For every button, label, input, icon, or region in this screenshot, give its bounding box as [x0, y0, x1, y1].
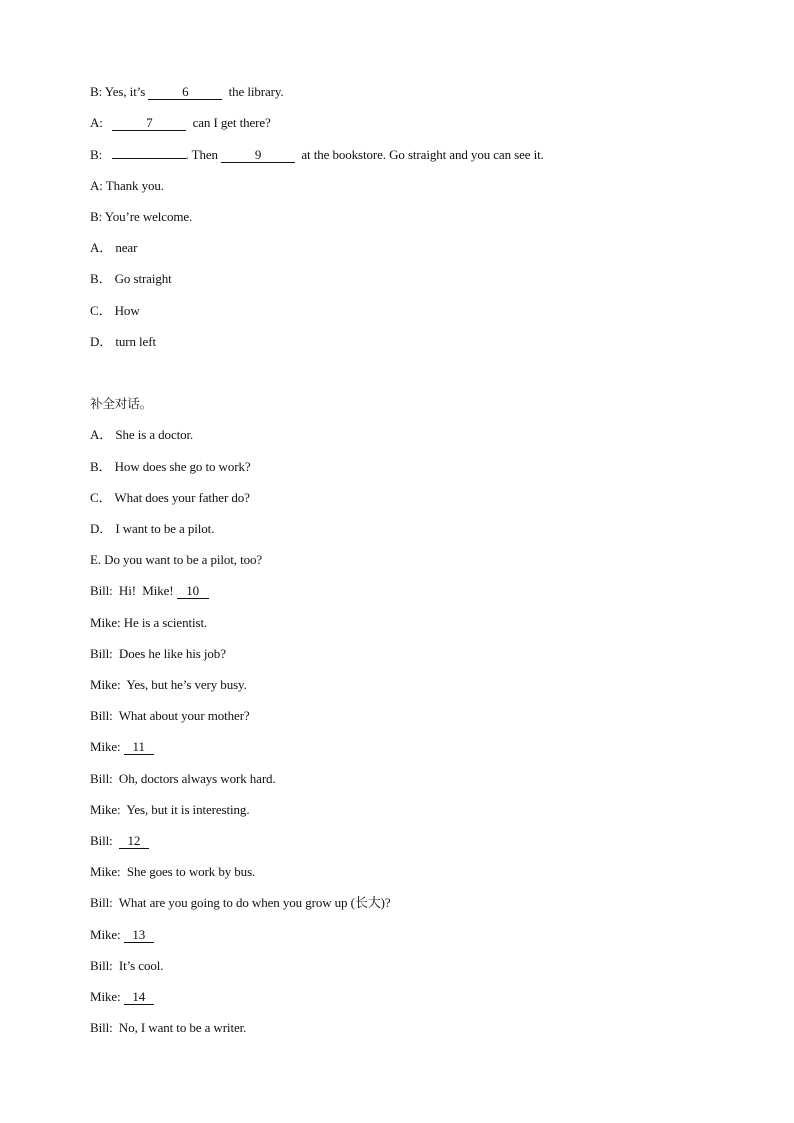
dialogue2-line-7: Bill: Oh, doctors always work hard.: [90, 771, 276, 786]
option2-d: D． I want to be a pilot.: [90, 521, 215, 536]
option-b: B． Go straight: [90, 271, 172, 286]
blank-12: 12: [119, 834, 149, 849]
dialogue2-line-11: Bill: What are you going to do when you grow up (长大)?: [90, 895, 391, 910]
blank-11: 11: [124, 740, 154, 755]
option-c: C． How: [90, 303, 140, 318]
blank-7: 7: [112, 116, 186, 131]
dialogue2-line-13: Bill: It’s cool.: [90, 958, 164, 973]
dialogue2-line-15: Bill: No, I want to be a writer.: [90, 1020, 247, 1035]
speaker: A:: [90, 178, 103, 193]
dialogue2-line-3: Bill: Does he like his job?: [90, 646, 226, 661]
dialogue2-line-1: Bill: Hi! Mike! 10: [90, 583, 209, 599]
dialogue2-line-8: Mike: Yes, but it is interesting.: [90, 802, 250, 817]
section-title: 补全对话。: [90, 396, 153, 411]
speaker: B:: [90, 209, 103, 224]
dialogue1-line-5: B: You’re welcome.: [90, 209, 193, 224]
dialogue2-line-10: Mike: She goes to work by bus.: [90, 864, 256, 879]
dialogue1-line-2: A: 7 can I get there?: [90, 115, 271, 130]
blank-9: 9: [221, 148, 295, 163]
blank-8: [112, 158, 186, 159]
dialogue1-line-3: B: . Then 9 at the bookstore. Go straight and you can see it.: [90, 147, 544, 162]
blank-14: 14: [124, 990, 154, 1005]
option2-b: B． How does she go to work?: [90, 459, 251, 474]
speaker: A:: [90, 115, 103, 130]
dialogue2-line-2: Mike: He is a scientist.: [90, 615, 208, 630]
blank-13: 13: [124, 928, 154, 943]
dialogue2-line-4: Mike: Yes, but he’s very busy.: [90, 677, 247, 692]
dialogue1-line-4: A: Thank you.: [90, 178, 164, 193]
option2-c: C． What does your father do?: [90, 490, 250, 505]
option-d: D． turn left: [90, 334, 156, 349]
blank-6: 6: [148, 85, 222, 100]
dialogue2-line-14: Mike: 14: [90, 989, 154, 1005]
dialogue2-line-6: Mike: 11: [90, 739, 154, 755]
option-a: A． near: [90, 240, 138, 255]
dialogue2-line-9: Bill: 12: [90, 833, 149, 849]
dialogue2-line-5: Bill: What about your mother?: [90, 708, 250, 723]
dialogue2-line-12: Mike: 13: [90, 927, 154, 943]
speaker: B:: [90, 84, 103, 99]
option2-e: E. Do you want to be a pilot, too?: [90, 552, 263, 567]
blank-10: 10: [177, 584, 209, 599]
option2-a: A． She is a doctor.: [90, 427, 194, 442]
speaker: B:: [90, 147, 103, 162]
dialogue1-line-1: B: Yes, it’s 6 the library.: [90, 84, 284, 99]
